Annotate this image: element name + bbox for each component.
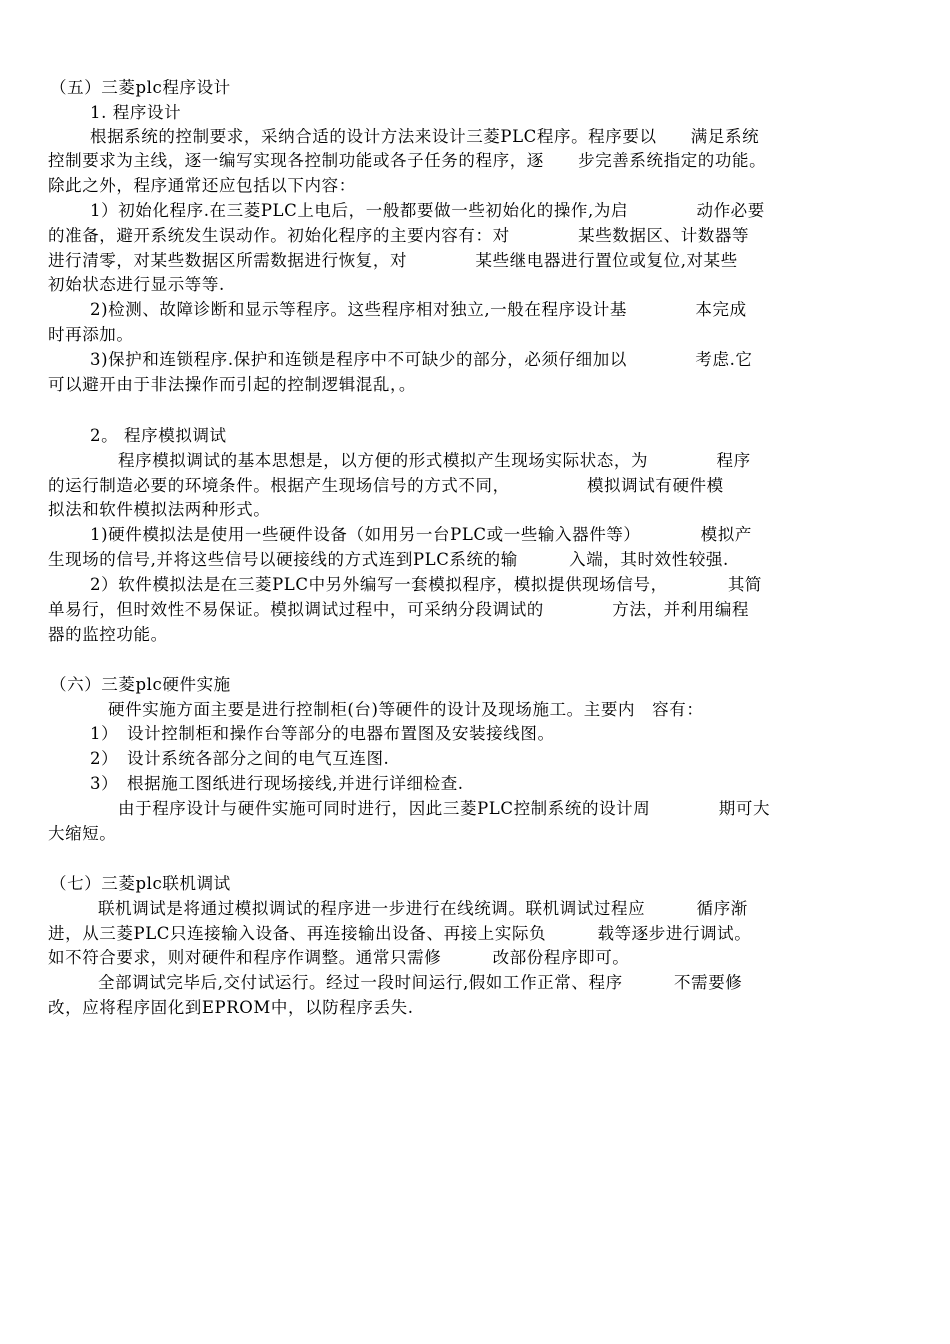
list-item-line: 2）软件模拟法是在三菱PLC中另外编写一套模拟程序，模拟提供现场信号， 其简 xyxy=(90,575,763,594)
paragraph-line: 联机调试是将通过模拟调试的程序进一步进行在线统调。联机调试过程应 循序渐 xyxy=(98,899,748,918)
list-item-line: 2） 设计系统各部分之间的电气互连图. xyxy=(90,749,390,768)
paragraph-line: 硬件实施方面主要是进行控制柜(台)等硬件的设计及现场施工。主要内 容有： xyxy=(108,700,704,719)
subheading-program-design: 1. 程序设计 xyxy=(90,103,182,122)
list-item-line: 3） 根据施工图纸进行现场接线,并进行详细检查. xyxy=(90,774,464,793)
paragraph-line: 根据系统的控制要求，采纳合适的设计方法来设计三菱PLC程序。程序要以 满足系统 xyxy=(90,127,760,146)
paragraph-line: 的运行制造必要的环境条件。根据产生现场信号的方式不同， 模拟调试有硬件模 xyxy=(48,476,724,495)
list-item-line: 1） 设计控制柜和操作台等部分的电器布置图及安装接线图。 xyxy=(90,724,555,743)
list-item-line: 1)硬件模拟法是使用一些硬件设备（如用另一台PLC或一些输入器件等） 模拟产 xyxy=(90,525,752,544)
section-heading-6: （六）三菱plc硬件实施 xyxy=(50,675,231,694)
paragraph-line: 改，应将程序固化到EPROM中，以防程序丢失. xyxy=(48,998,414,1017)
paragraph-line: 初始状态进行显示等等. xyxy=(48,275,225,294)
paragraph-line: 如不符合要求，则对硬件和程序作调整。通常只需修 改部份程序即可。 xyxy=(48,948,630,967)
paragraph-line: 可以避开由于非法操作而引起的控制逻辑混乱，。 xyxy=(48,375,416,394)
paragraph-line: 全部调试完毕后,交付试运行。经过一段时间运行,假如工作正常、程序 不需要修 xyxy=(98,973,743,992)
paragraph-line: 大缩短。 xyxy=(48,824,117,843)
list-item-line: 2)检测、故障诊断和显示等程序。这些程序相对独立,一般在程序设计基 本完成 xyxy=(90,300,747,319)
section-heading-5: （五）三菱plc程序设计 xyxy=(50,78,231,97)
paragraph-line: 拟法和软件模拟法两种形式。 xyxy=(48,500,271,519)
paragraph-line: 时再添加。 xyxy=(48,325,134,344)
section-heading-7: （七）三菱plc联机调试 xyxy=(50,874,231,893)
paragraph-line: 程序模拟调试的基本思想是，以方便的形式模拟产生现场实际状态，为 程序 xyxy=(118,451,751,470)
list-item-line: 1）初始化程序.在三菱PLC上电后，一般都要做一些初始化的操作,为启 动作必要 xyxy=(90,201,765,220)
list-item-line: 3)保护和连锁程序.保护和连锁是程序中不可缺少的部分，必须仔细加以 考虑.它 xyxy=(90,350,753,369)
subheading-simulation-debug: 2。 程序模拟调试 xyxy=(90,426,227,445)
paragraph-line: 由于程序设计与硬件实施可同时进行，因此三菱PLC控制系统的设计周 期可大 xyxy=(118,799,771,818)
paragraph-line: 进，从三菱PLC只连接输入设备、再连接输出设备、再接上实际负 载等逐步进行调试。 xyxy=(48,924,752,943)
paragraph-line: 除此之外，程序通常还应包括以下内容： xyxy=(48,176,356,195)
paragraph-line: 生现场的信号,并将这些信号以硬接线的方式连到PLC系统的输 入端，其时效性较强. xyxy=(48,550,729,569)
paragraph-line: 的准备，避开系统发生误动作。初始化程序的主要内容有：对 某些数据区、计数器等 xyxy=(48,226,750,245)
paragraph-line: 控制要求为主线，逐一编写实现各控制功能或各子任务的程序，逐 步完善系统指定的功能。 xyxy=(48,151,767,170)
paragraph-line: 进行清零，对某些数据区所需数据进行恢复，对 某些继电器进行置位或复位,对某些 xyxy=(48,251,738,270)
paragraph-line: 器的监控功能。 xyxy=(48,625,168,644)
paragraph-line: 单易行，但时效性不易保证。模拟调试过程中，可采纳分段调试的 方法，并利用编程 xyxy=(48,600,750,619)
